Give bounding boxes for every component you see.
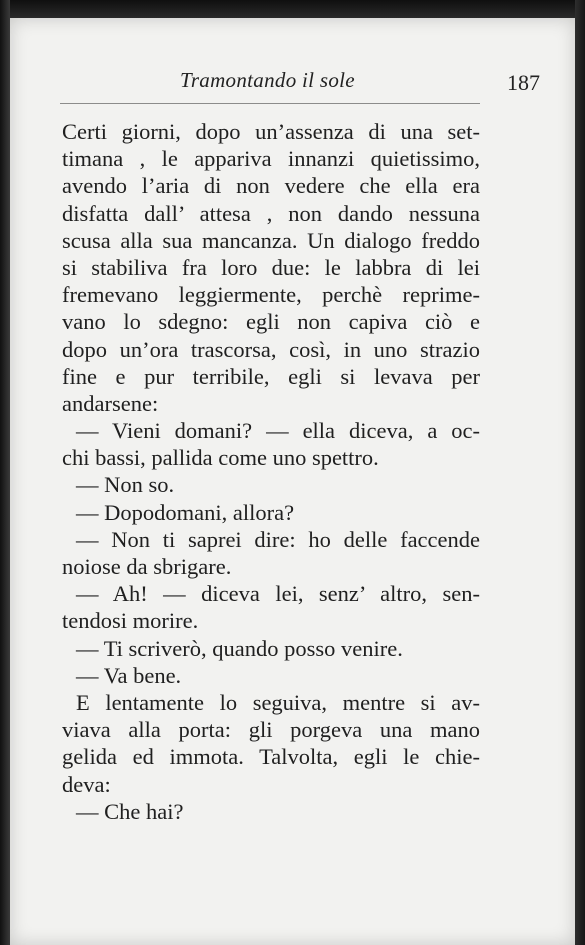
text-line: chi bassi, pallida come uno spettro. — [62, 445, 379, 471]
header-rule — [60, 103, 480, 104]
text-line: noiose da sbrigare. — [62, 554, 232, 579]
text-line: gelida ed immota. Talvolta, egli le chie- — [62, 744, 480, 770]
dialogue-line: — Non ti saprei dire: ho delle faccende — [76, 526, 480, 552]
text-line: fremevano leggiermente, perchè reprime- — [62, 282, 480, 308]
dialogue-line: — Dopodomani, allora? — [76, 499, 295, 525]
running-title: Tramontando il sole — [180, 68, 355, 92]
text-line: vano lo sdegno: egli non capiva ciò e — [62, 309, 480, 335]
dialogue-line: — Che hai? — [76, 798, 184, 824]
text-line: scusa alla sua mancanza. Un dialogo freddo — [62, 227, 480, 253]
page-header — [180, 68, 540, 96]
text-line: si stabiliva fra loro due: le labbra di lei — [62, 254, 480, 280]
text-line: disfatta dall’ attesa , non dando nessuna — [62, 200, 480, 226]
text-line: andarsene: — [62, 390, 159, 416]
text-line: deva: — [62, 771, 111, 797]
text-line: avendo l’aria di non vedere che ella era — [62, 173, 480, 199]
text-line: timana , le appariva innanzi quietissimo, — [62, 146, 480, 172]
scan-edge-left — [0, 0, 10, 945]
dialogue-line: — Ti scriverò, quando posso venire. — [76, 635, 403, 661]
dialogue-line: — Non so. — [76, 472, 175, 498]
text-line: E lentamente lo seguiva, mentre si av- — [76, 689, 480, 715]
text-line: tendosi morire. — [62, 608, 199, 634]
dialogue-line: — Ah! — diceva lei, senz’ altro, sen- — [76, 581, 480, 607]
text-line: dopo un’ora trascorsa, così, in uno strazio — [62, 336, 480, 362]
scan-edge-top — [0, 0, 585, 18]
text-line: viava alla porta: gli porgeva una mano — [62, 717, 480, 743]
scan-edge-right — [575, 0, 585, 945]
dialogue-line: — Va bene. — [76, 662, 182, 688]
text-line: Certi giorni, dopo un’assenza di una set- — [62, 119, 480, 144]
page-number: 187 — [507, 70, 540, 95]
dialogue-line: — Vieni domani? — ella diceva, a oc- — [76, 418, 480, 444]
text-line: fine e pur terribile, egli si levava per — [62, 363, 480, 389]
body-text — [62, 118, 480, 825]
